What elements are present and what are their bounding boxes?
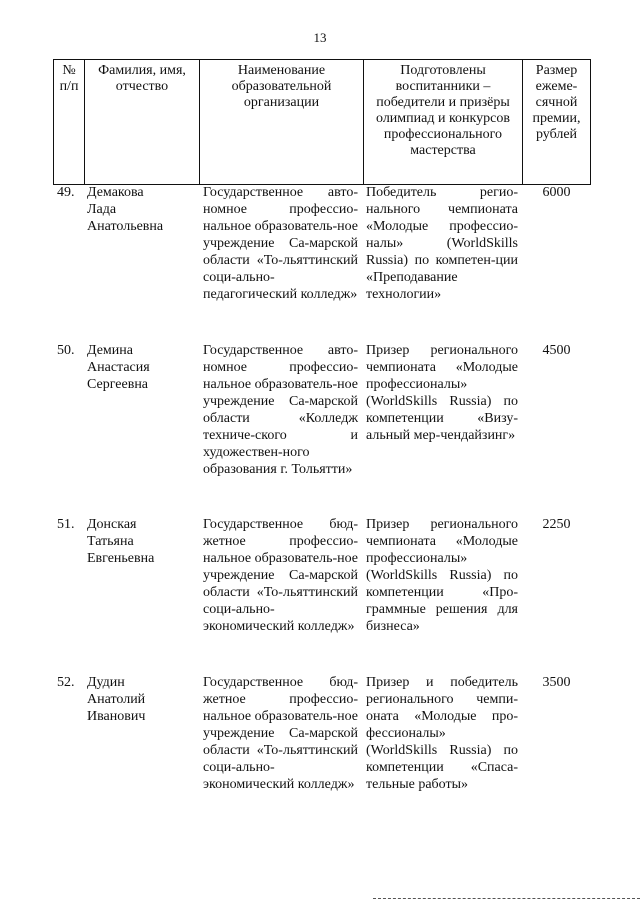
- header-bonus-amount: Размер ежеме-сячной премии, рублей: [523, 60, 591, 185]
- surname: Демина: [87, 343, 133, 358]
- surname: Демакова: [87, 185, 144, 200]
- organization: Государственное авто-номное профессио-нальное образователь-ное учреждение Са-марской области «То-льяттинский соци-ально-педагогический колледж»: [203, 185, 358, 302]
- patronymic: Сергеевна: [87, 377, 149, 392]
- row-number: 50.: [57, 343, 75, 358]
- achievement: Победитель регио-нального чемпионата «Молодые профессио-налы» (WorldSkills Russia) по компетен-ции «Преподавание технологии»: [366, 185, 518, 302]
- person-name: [87, 342, 197, 393]
- person-name: [87, 184, 197, 235]
- bonus-amount: 3500: [542, 675, 571, 690]
- person-name: [87, 674, 197, 725]
- organization: Государственное бюд-жетное профессио-нальное образователь-ное учреждение Са-марской области «То-льяттинский соци-ально-экономический колледж»: [203, 675, 358, 792]
- patronymic: Анатольевна: [87, 219, 164, 234]
- row-number: 49.: [57, 185, 75, 200]
- first-name: Татьяна: [87, 534, 134, 549]
- header-achievement: Подготовлены воспитанники – победители и призёры олимпиад и конкурсов профессионального мастерства: [364, 60, 523, 185]
- page-number: 13: [313, 30, 327, 45]
- scan-edge-line: [373, 898, 640, 899]
- bonus-amount: 4500: [542, 343, 571, 358]
- surname: Донская: [87, 517, 137, 532]
- header-full-name: Фамилия, имя, отчество: [85, 60, 200, 185]
- bonus-amount: 2250: [542, 517, 571, 532]
- row-number: 52.: [57, 675, 75, 690]
- organization: Государственное авто-номное профессио-нальное образователь-ное учреждение Са-марской области «Колледж техниче-ского и художествен-ного образования г. Тольятти»: [203, 343, 358, 477]
- organization: Государственное бюд-жетное профессио-нальное образователь-ное учреждение Са-марской области «То-льяттинский соци-ально-экономический колледж»: [203, 517, 358, 634]
- achievement: Призер регионального чемпионата «Молодые профессионалы» (WorldSkills Russia) по компетенции «Визу-альный мер-чендайзинг»: [366, 343, 518, 443]
- row-number: 51.: [57, 517, 75, 532]
- patronymic: Евгеньевна: [87, 551, 155, 566]
- person-name: [87, 516, 197, 567]
- bonus-amount: 6000: [542, 185, 571, 200]
- header-number: № п/п: [54, 60, 85, 185]
- first-name: Анатолий: [87, 692, 146, 707]
- surname: Дудин: [87, 675, 125, 690]
- table-header: [53, 59, 591, 185]
- achievement: Призер и победитель регионального чемпи-оната «Молодые про-фессионалы» (WorldSkills Russia) по компетенции «Спаса-тельные работы»: [366, 675, 518, 792]
- patronymic: Иванович: [87, 709, 146, 724]
- header-organization: Наименование образовательной организации: [200, 60, 364, 185]
- first-name: Анастасия: [87, 360, 150, 375]
- first-name: Лада: [87, 202, 117, 217]
- achievement: Призер регионального чемпионата «Молодые профессионалы» (WorldSkills Russia) по компетенции «Про-граммные решения для бизнеса»: [366, 517, 518, 634]
